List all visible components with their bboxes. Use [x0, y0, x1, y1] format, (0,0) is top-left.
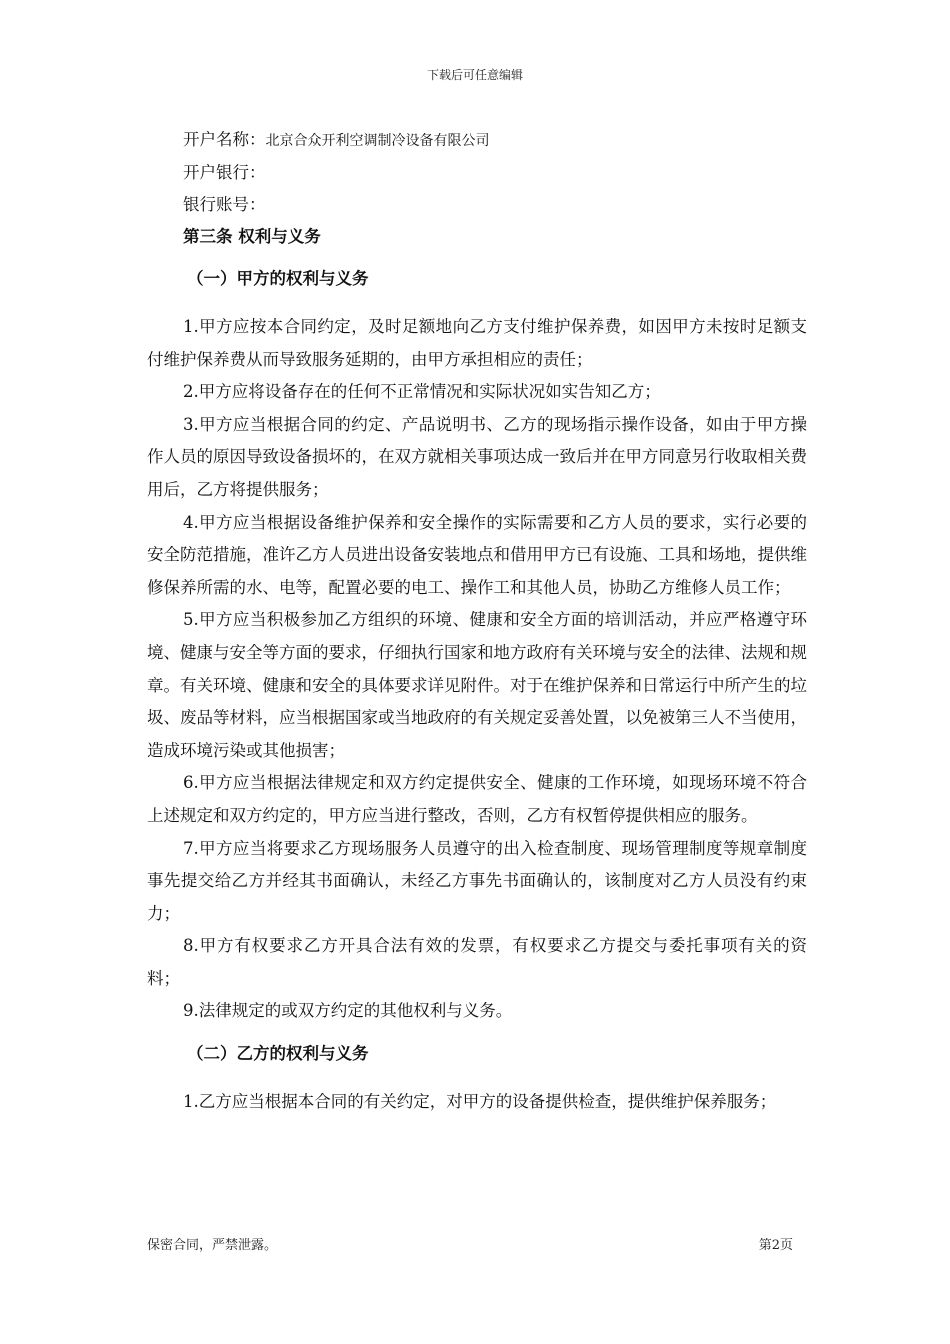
account-name-value: 北京合众开利空调制冷设备有限公司 — [265, 133, 490, 149]
section-a-item: 3.甲方应当根据合同的约定、产品说明书、乙方的现场指示操作设备，如由于甲方操作人员的原因导致设备损坏的，在双方就相关事项达成一致后并在甲方同意另行收取相关费用后，乙方将提供服务； — [147, 414, 807, 499]
section-b-items — [147, 1086, 807, 1119]
document-body — [147, 124, 807, 1119]
section-a-item: 4.甲方应当根据设备维护保养和安全操作的实际需要和乙方人员的要求，实行必要的安全防范措施，准许乙方人员进出设备安装地点和借用甲方已有设施、工具和场地，提供维修保养所需的水、电等，配置必要的电工、操作工和其他人员，协助乙方维修人员工作； — [147, 512, 807, 597]
account-number-line — [147, 189, 807, 221]
section-b-item: 1.乙方应当根据本合同的有关约定，对甲方的设备提供检查，提供维护保养服务； — [183, 1092, 777, 1112]
section-a-item: 5.甲方应当积极参加乙方组织的环境、健康和安全方面的培训活动，并应严格遵守环境、健康与安全等方面的要求，仔细执行国家和地方政府有关环境与安全的法律、法规和规章。有关环境、健康和安全的具体要求详见附件。对于在维护保养和日常运行中所产生的垃圾、废品等材料，应当根据国家或当地政府的有关规定妥善处置，以免被第三人不当使用，造成环境污染或其他损害； — [147, 610, 807, 760]
section-a-item: 1.甲方应按本合同约定，及时足额地向乙方支付维护保养费，如因甲方未按时足额支付维护保养费从而导致服务延期的，由甲方承担相应的责任； — [147, 317, 807, 369]
account-bank-label: 开户银行： — [183, 163, 266, 182]
section-a-item: 6.甲方应当根据法律规定和双方约定提供安全、健康的工作环境，如现场环境不符合上述规定和双方约定的，甲方应当进行整改，否则，乙方有权暂停提供相应的服务。 — [147, 773, 807, 825]
section-a-items — [147, 311, 807, 1028]
account-name-label: 开户名称： — [183, 130, 266, 149]
account-number-label: 银行账号： — [183, 195, 266, 214]
footer-confidential-note: 保密合同，严禁泄露。 — [147, 1238, 278, 1253]
section-a-title: （一）甲方的权利与义务 — [187, 269, 369, 288]
account-bank-line — [147, 157, 807, 189]
footer-page-number: 第2页 — [758, 1238, 793, 1253]
section-a-item: 2.甲方应将设备存在的任何不正常情况和实际状况如实告知乙方； — [183, 382, 661, 402]
account-name-line — [147, 124, 807, 157]
article-title: 第三条 权利与义务 — [183, 227, 321, 246]
section-a-item: 9.法律规定的或双方约定的其他权利与义务。 — [183, 1001, 513, 1021]
section-b-title: （二）乙方的权利与义务 — [187, 1044, 369, 1064]
header-note: 下载后可任意编辑 — [426, 68, 523, 82]
section-a-item: 8.甲方有权要求乙方开具合法有效的发票，有权要求乙方提交与委托事项有关的资料； — [147, 936, 807, 988]
section-a-item: 7.甲方应当将要求乙方现场服务人员遵守的出入检查制度、现场管理制度等规章制度事先提交给乙方并经其书面确认，未经乙方事先书面确认的，该制度对乙方人员没有约束力； — [147, 838, 807, 923]
